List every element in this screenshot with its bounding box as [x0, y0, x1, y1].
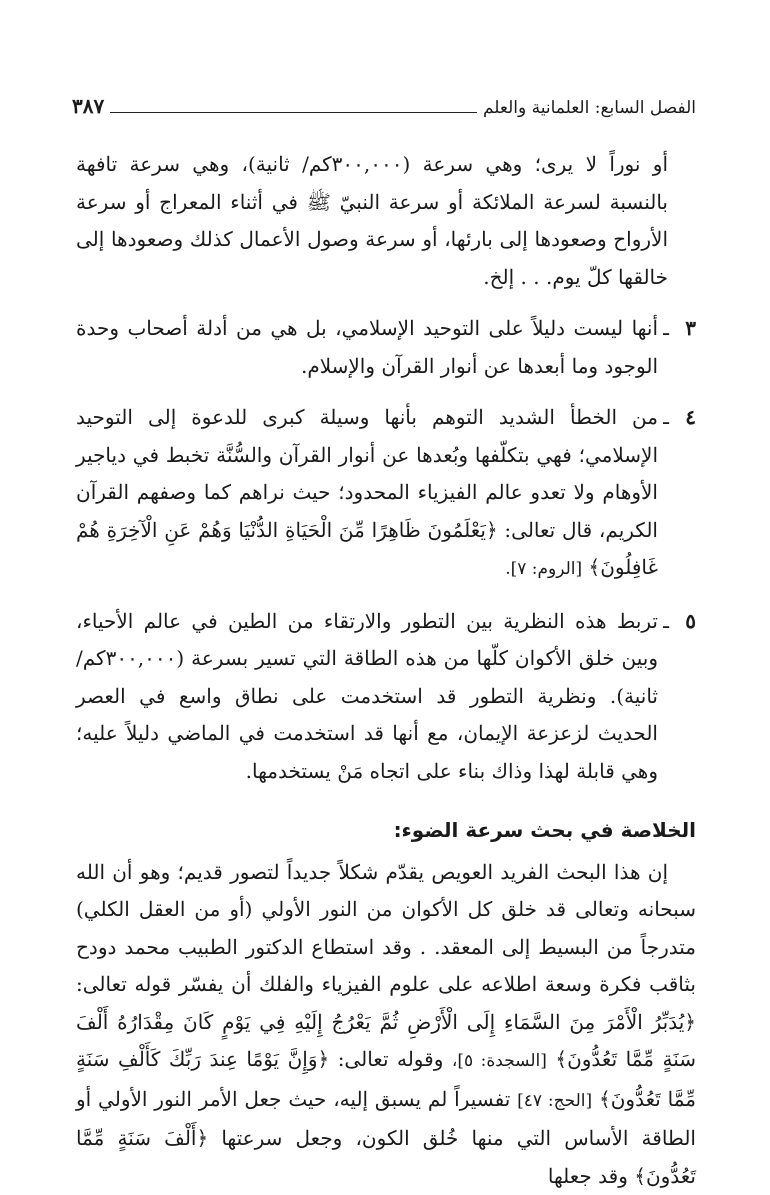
list-item-5: [76, 603, 696, 791]
summary-part-1: إن هذا البحث الفريد العويص يقدّم شكلاً جديداً لتصور قديم؛ وهو أن الله سبحانه وتعالى قد خلق كل الأكوان من النور الأولي (أو من العقل الكلي) متدرجاً من البسيط إلى المعقد. . وقد استطاع الدكتور الطبيب محمد دودح بثاقب فكرة وسعة اطلاعه على علوم الفيزياء والفلك أن يفسّر قوله تعالى: ﴿يُدَبِّرُ الْأَمْرَ مِنَ السَّمَاءِ إِلَى الْأَرْضِ ثُمَّ يَعْرُجُ إِلَيْهِ فِي يَوْمٍ كَانَ مِقْدَارُهُ أَلْفَ سَنَةٍ مِّمَّا تَعُدُّونَ﴾: [76, 860, 696, 1072]
item-text: تربط هذه النظرية بين التطور والارتقاء من الطين في عالم الأحياء، وبين خلق الأكوان كلّها من هذه الطاقة التي تسير بسرعة (٣٠٠,٠٠٠كم/ ثانية). ونظرية التطور قد استخدمت على نطاق واسع في العصر الحديث لزعزعة الإيمان، مع أنها قد استخدمت في الماضي دليلاً عليه؛ وهي قابلة لهذا وذاك بناء على اتجاه مَنْ يستخدمها.: [76, 603, 658, 791]
item-text: أنها ليست دليلاً على التوحيد الإسلامي، بل هي من أدلة أصحاب وحدة الوجود وما أبعدها عن أنوار القرآن والإسلام.: [76, 310, 658, 385]
item-number: ٤: [674, 399, 696, 437]
item-text-wrap: [76, 399, 658, 589]
section-heading: الخلاصة في بحث سرعة الضوء:: [76, 812, 696, 850]
item-number: ٣: [674, 310, 696, 348]
quran-reference-2: [الحج: ٤٧]: [517, 1091, 592, 1111]
header-rule: [110, 112, 477, 113]
continuation-text: أو نوراً لا يرى؛ وهي سرعة (٣٠٠,٠٠٠كم/ ثانية)، وهي سرعة تافهة بالنسبة لسرعة الملائكة أو سرعة النبيّ ﷺ في أثناء المعراج أو سرعة الأرواح وصعودها إلى بارئها، أو سرعة وصول الأعمال كذلك وصعودها إلى خالقها كلّ يوم. . . إلخ.: [76, 146, 668, 296]
continuation-paragraph: [76, 146, 668, 296]
item-dash: ـ: [658, 399, 674, 437]
quran-reference: [الروم: ٧].: [505, 559, 582, 579]
page-number: ٣٨٧: [72, 94, 104, 118]
quran-reference-1: [السجدة: ٥]،: [452, 1051, 547, 1071]
page-body: [76, 146, 696, 1195]
item-text: من الخطأ الشديد التوهم بأنها وسيلة كبرى للدعوة إلى التوحيد الإسلامي؛ فهي بتكلّفها وبُعدها عن أنوار القرآن والسُّنَّة تخبط في دياجير الأوهام ولا تعدو عالم الفيزياء المحدود؛ حيث نراهم كما وصفهم القرآن الكريم، قال تعالى: ﴿يَعْلَمُونَ ظَاهِرًا مِّنَ الْحَيَاةِ الدُّنْيَا وَهُمْ عَنِ الْآخِرَةِ هُمْ غَافِلُونَ﴾: [76, 405, 658, 579]
summary-paragraph: [76, 854, 696, 1195]
running-title: الفصل السابع: العلمانية والعلم: [483, 98, 696, 118]
item-dash: ـ: [658, 310, 674, 348]
item-dash: ـ: [658, 603, 674, 641]
running-header: [72, 92, 696, 118]
item-number: ٥: [674, 603, 696, 641]
summary-part-2: وقوله تعالى: ﴿وَإِنَّ يَوْمًا عِندَ رَبِّكَ كَأَلْفِ سَنَةٍ مِّمَّا تَعُدُّونَ﴾: [76, 1047, 696, 1111]
list-item-3: [76, 310, 696, 385]
list-item-4: [76, 399, 696, 589]
summary-part-3: تفسيراً لم يسبق إليه، حيث جعل الأمر النور الأولي أو الطاقة الأساس التي منها خُلق الكون، وجعل سرعتها ﴿أَلْفَ سَنَةٍ مِّمَّا تَعُدُّونَ﴾ وقد جعلها: [76, 1087, 696, 1188]
